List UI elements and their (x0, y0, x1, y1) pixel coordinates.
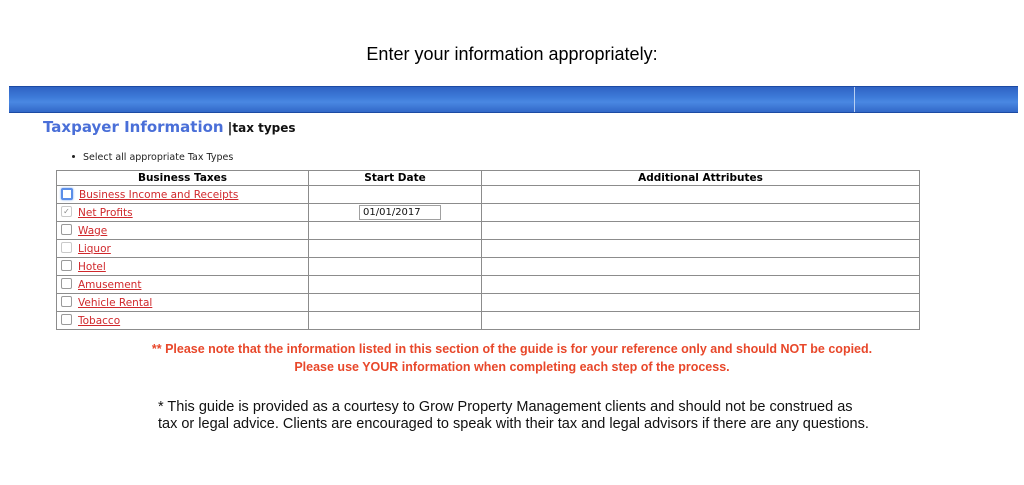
tax-link-hotel[interactable]: Hotel (78, 260, 106, 273)
tax-type-cell (57, 258, 309, 276)
table-row (57, 258, 920, 276)
section-title-main: Taxpayer Information (43, 118, 224, 136)
tax-link-tobacco[interactable]: Tobacco (78, 314, 121, 327)
table-row (57, 312, 920, 330)
header-additional-attributes: Additional Attributes (482, 171, 920, 186)
table-row (57, 276, 920, 294)
table-header-row (57, 171, 920, 186)
disclaimer-line-2: tax or legal advice. Clients are encouraged to speak with their tax and legal advisors if there are any questions. (158, 416, 869, 432)
start-date-cell (309, 312, 482, 330)
tax-link-vehicle-rental[interactable]: Vehicle Rental (78, 296, 153, 309)
tax-type-cell (57, 186, 309, 204)
tax-type-cell (57, 240, 309, 258)
tax-link-liquor[interactable]: Liquor (78, 242, 111, 255)
instruction-text: Select all appropriate Tax Types (83, 152, 234, 163)
page-heading: Enter your information appropriately: (366, 44, 658, 64)
tax-checkbox-amusement[interactable] (61, 278, 72, 289)
tax-type-cell (57, 294, 309, 312)
start-date-cell (309, 240, 482, 258)
tax-checkbox-business-income[interactable] (61, 188, 73, 200)
tax-checkbox-net-profits[interactable]: ✓ (61, 206, 72, 217)
table-row (57, 240, 920, 258)
attributes-cell (482, 294, 920, 312)
attributes-cell (482, 258, 920, 276)
table-row (57, 186, 920, 204)
disclaimer (158, 399, 918, 433)
tax-type-cell (57, 222, 309, 240)
attributes-cell (482, 204, 920, 222)
start-date-cell (309, 276, 482, 294)
section-title-separator: | (227, 121, 233, 136)
attributes-cell (482, 240, 920, 258)
tax-checkbox-hotel[interactable] (61, 260, 72, 271)
attributes-cell (482, 276, 920, 294)
attributes-cell (482, 312, 920, 330)
start-date-input[interactable] (359, 205, 441, 220)
table-row (57, 222, 920, 240)
table-row (57, 204, 920, 222)
start-date-cell (309, 204, 482, 222)
start-date-cell (309, 294, 482, 312)
section-title (43, 118, 296, 137)
disclaimer-line-1: * This guide is provided as a courtesy to Grow Property Management clients and should not be construed as (158, 399, 853, 415)
tax-link-net-profits[interactable]: Net Profits (78, 206, 133, 219)
start-date-cell (309, 222, 482, 240)
tax-checkbox-tobacco[interactable] (61, 314, 72, 325)
tax-checkbox-liquor[interactable] (61, 242, 72, 253)
tax-type-cell (57, 312, 309, 330)
band-divider (854, 87, 855, 112)
section-title-subtitle: tax types (232, 121, 296, 135)
start-date-cell (309, 258, 482, 276)
start-date-cell (309, 186, 482, 204)
attributes-cell (482, 186, 920, 204)
tax-link-wage[interactable]: Wage (78, 224, 108, 237)
tax-checkbox-vehicle-rental[interactable] (61, 296, 72, 307)
bullet-dot-icon (72, 155, 75, 158)
tax-type-cell (57, 276, 309, 294)
header-band (9, 86, 1018, 113)
tax-types-table (56, 170, 920, 330)
header-business-taxes: Business Taxes (57, 171, 309, 186)
tax-link-amusement[interactable]: Amusement (78, 278, 142, 291)
tax-checkbox-wage[interactable] (61, 224, 72, 235)
header-start-date: Start Date (309, 171, 482, 186)
tax-type-cell (57, 204, 309, 222)
tax-link-business-income[interactable]: Business Income and Receipts (79, 188, 239, 201)
reference-note-line-1: ** Please note that the information listed in this section of the guide is for your reference only and should NOT be copied. (151, 342, 873, 356)
table-row (57, 294, 920, 312)
reference-note-line-2: Please use YOUR information when completing each step of the process. (294, 360, 730, 374)
attributes-cell (482, 222, 920, 240)
instruction-item (72, 152, 233, 163)
